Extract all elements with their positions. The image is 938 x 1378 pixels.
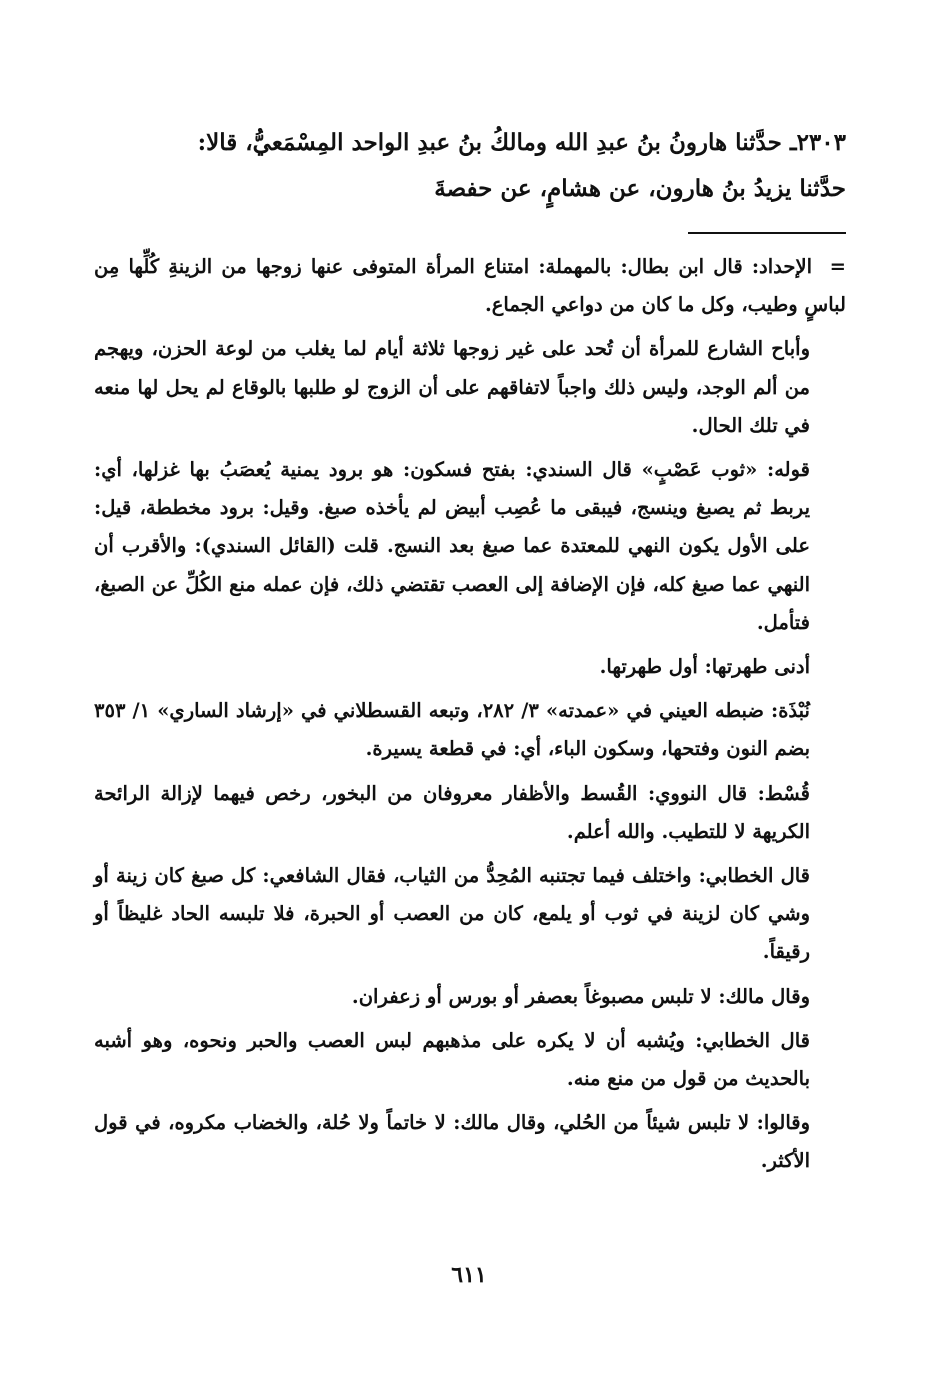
footnote-paragraph: قال الخطابي: ويُشبه أن لا يكره على مذهبهم لبس العصب والحبر ونحوه، وهو أشبه بالحديث من قول من منع منه.	[94, 1028, 810, 1091]
hadith-text	[94, 120, 846, 212]
footnote-paragraph: وقالوا: لا تلبس شيئاً من الحُلي، وقال مالك: لا خاتماً ولا حُلة، والخضاب مكروه، في قول الأكثر.	[94, 1111, 810, 1173]
footnote-paragraph: أدنى طهرتها: أول طهرتها.	[599, 655, 810, 679]
footnote-text: الإحداد: قال ابن بطال: بالمهملة: امتناع المرأة المتوفى عنها زوجها من الزينةِ كُلِّها مِن لباسٍ وطيب، وكل ما كان من دواعي الجماع.	[94, 255, 846, 317]
footnote-paragraph: قوله: «ثوب عَصْبٍ» قال السندي: بفتح فسكون: هو برود يمنية يُعصَبُ بها غزلها، أي: يربط ثم يصبغ وينسج، فيبقى ما عُصِب أبيض لم يأخذه صبغ. وقيل: برود مخططة، قيل: على الأول يكون النهي للمعتدة عما صبغ بعد النسج. قلت (القائل السندي): والأقرب أن النهي عما صبغ كله، فإن الإضافة إلى العصب تقتضي ذلك، فإن عمله منع الكُلِّ عن الصبغ، فتأمل.	[94, 458, 810, 634]
footnote-paragraph: نُبْذَة: ضبطه العيني في «عمدته» ٣/ ٢٨٢، وتبعه القسطلاني في «إرشاد الساري» ١/ ٣٥٣ بضم النون وفتحها، وسكون الباء، أي: في قطعة يسيرة.	[94, 699, 810, 761]
footnote-paragraph: وأباح الشارع للمرأة أن تُحد على غير زوجها ثلاثة أيام لما يغلب من لوعة الحزن، ويهجم من ألم الوجد، وليس ذلك واجباً لاتفاقهم على أن الزوج لو طلبها بالوقاع لم يحل لها منعه في تلك الحال.	[94, 337, 810, 437]
footnote-paragraph: قال الخطابي: واختلف فيما تجتنبه المُحِدُّ من الثياب، فقال الشافعي: كل صبغ كان زينة أو وشي كان لزينة في ثوب أو يلمع، كان من العصب أو الحبرة، فلا تلبسه الحاد غليظاً أو رقيقاً.	[94, 864, 810, 964]
footnote-separator	[688, 232, 846, 234]
footnote-paragraph: وقال مالك: لا تلبس مصبوغاً بعصفر أو بورس أو زعفران.	[351, 984, 810, 1008]
page-number: ٦١١	[451, 1262, 487, 1288]
continuation-mark: =	[829, 255, 846, 278]
footnote-paragraph: قُسْط: قال النووي: القُسط والأظفار معروفان من البخور، رخص فيهما لإزالة الرائحة الكريهة لا للتطيب. والله أعلم.	[94, 781, 810, 843]
footnote-paragraph	[94, 248, 846, 324]
hadith-line-2: حدَّثنا يزيدُ بنُ هارون، عن هشامٍ، عن حفصةَ	[434, 175, 846, 202]
footnotes	[94, 248, 846, 1187]
hadith-line-1: ٢٣٠٣ـ حدَّثنا هارونُ بنُ عبدِ الله ومالكُ بنُ عبدِ الواحد المِسْمَعيُّ، قالا:	[197, 129, 846, 156]
